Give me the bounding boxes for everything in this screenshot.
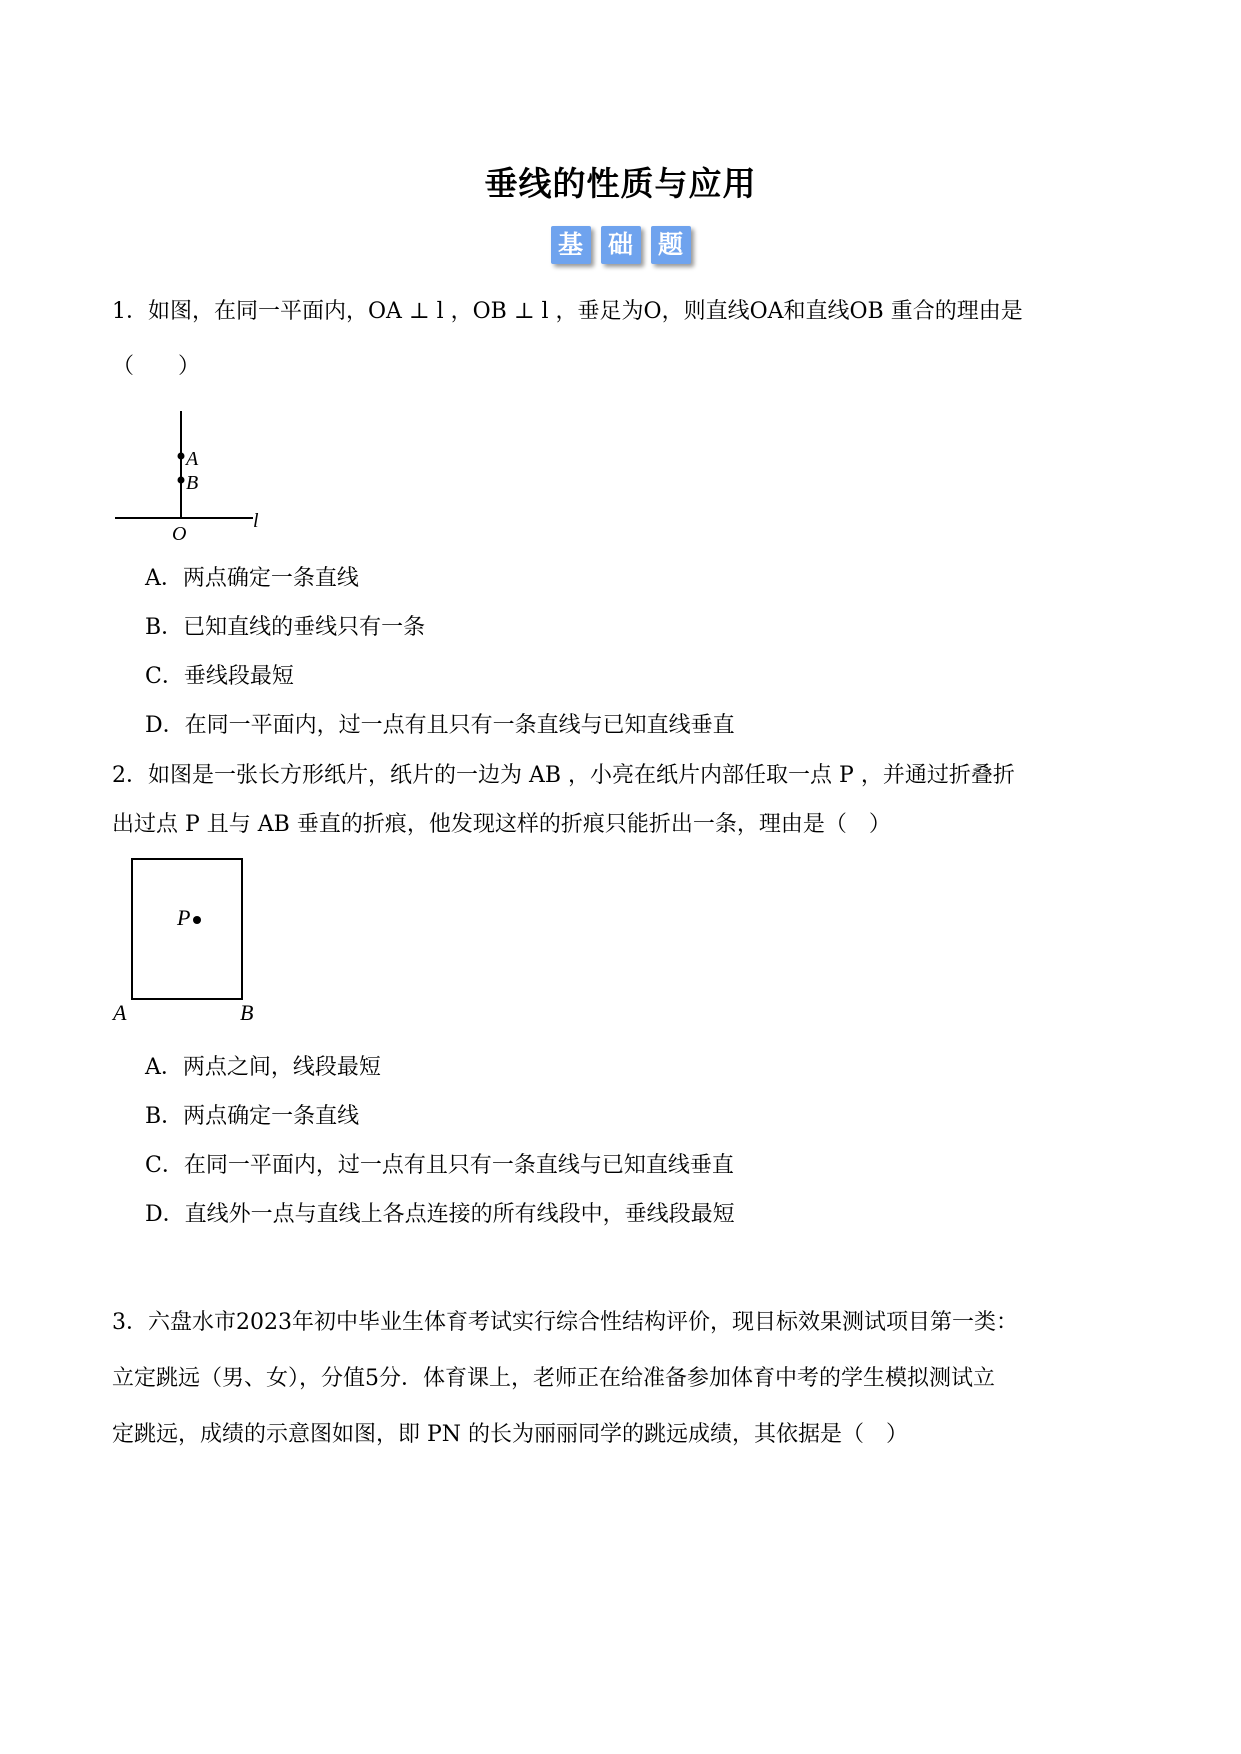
q2-stem-line2: 出过点 P 且与 AB 垂直的折痕，他发现这样的折痕只能折出一条，理由是（ ） xyxy=(112,812,891,837)
q2-figure xyxy=(105,855,275,1025)
q1-stem-line1: 1．如图，在同一平面内，OA ⊥ l ，OB ⊥ l ，垂足为O，则直线OA和直线OB 重合的理由是 xyxy=(112,299,1023,324)
q1-option-d: D．在同一平面内，过一点有且只有一条直线与已知直线垂直 xyxy=(145,713,735,738)
q2-option-b: B．两点确定一条直线 xyxy=(145,1104,360,1129)
q1-option-b: B．已知直线的垂线只有一条 xyxy=(145,615,426,640)
q1-figure xyxy=(105,395,265,545)
label-p: P xyxy=(177,905,191,930)
label-l: l xyxy=(253,510,259,532)
page-title: 垂线的性质与应用 xyxy=(484,164,757,203)
badge-char-3: 题 xyxy=(651,226,691,264)
q2-option-d: D．直线外一点与直线上各点连接的所有线段中，垂线段最短 xyxy=(145,1202,735,1227)
label-b: B xyxy=(240,1000,254,1025)
q3-stem-line2: 立定跳远（男、女），分值5分．体育课上，老师正在给准备参加体育中考的学生模拟测试立 xyxy=(112,1366,996,1391)
q1-option-c: C．垂线段最短 xyxy=(145,664,294,689)
point-p xyxy=(193,916,201,924)
label-a: A xyxy=(113,1000,127,1025)
q2-option-a: A．两点之间，线段最短 xyxy=(145,1055,381,1080)
q1-option-a: A．两点确定一条直线 xyxy=(145,566,359,591)
label-o: O xyxy=(172,523,187,545)
point-b xyxy=(178,477,185,484)
label-b: B xyxy=(186,472,199,494)
q3-stem-line3: 定跳远，成绩的示意图如图，即 PN 的长为丽丽同学的跳远成绩，其依据是（ ） xyxy=(112,1422,909,1447)
q3-stem-line1: 3．六盘水市2023年初中毕业生体育考试实行综合性结构评价，现目标效果测试项目第一类： xyxy=(112,1310,1018,1335)
label-a: A xyxy=(186,448,199,470)
q2-stem-line1: 2．如图是一张长方形纸片，纸片的一边为 AB ，小亮在纸片内部任取一点 P ，并通过折叠折 xyxy=(112,763,1015,788)
difficulty-badge xyxy=(0,226,1241,264)
badge-char-1: 基 xyxy=(551,226,591,264)
q1-stem-line2: （ ） xyxy=(112,354,201,379)
point-a xyxy=(178,453,185,460)
q2-option-c: C．在同一平面内，过一点有且只有一条直线与已知直线垂直 xyxy=(145,1153,734,1178)
badge-char-2: 础 xyxy=(601,226,641,264)
